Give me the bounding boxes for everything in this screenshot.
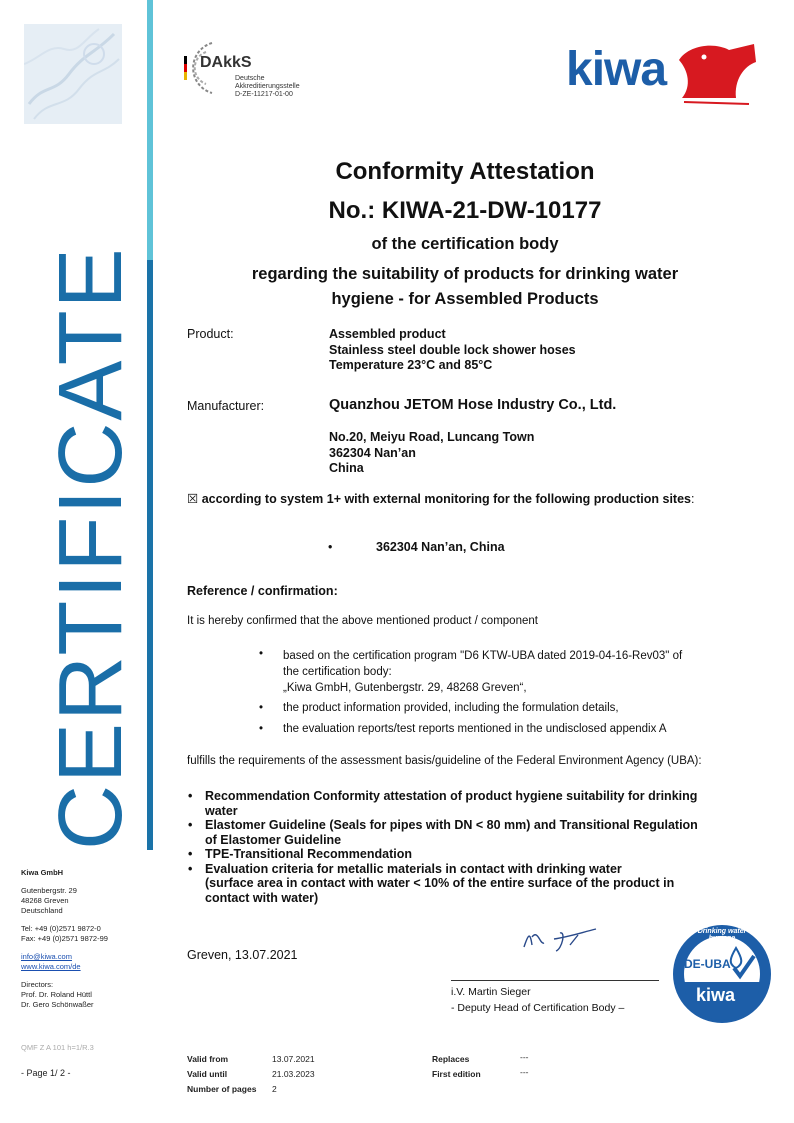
side-director-2: Dr. Gero Schönwaßer	[21, 1000, 94, 1009]
system-text: according to system 1+ with external monitoring for the following production sites	[201, 492, 691, 506]
requirement-4-line-1: Evaluation criteria for metallic materials in contact with drinking water	[205, 861, 622, 876]
side-contact	[21, 868, 131, 1010]
side-web-link[interactable]: www.kiwa.com/de	[21, 962, 81, 971]
side-address-3: Deutschland	[21, 906, 63, 915]
signature-line	[451, 980, 659, 981]
manufacturer-label: Manufacturer:	[187, 399, 265, 413]
requirement-4-line-3: contact with water)	[205, 890, 319, 905]
manufacturer-address	[329, 430, 534, 477]
valid-from-label: Valid from	[187, 1054, 229, 1064]
valid-from-value: 13.07.2021	[272, 1054, 315, 1064]
reference-bullet-1: •	[259, 648, 264, 660]
page-indicator: - Page 1/ 2 -	[21, 1068, 71, 1078]
reference-bullet-3: •	[259, 723, 264, 735]
kiwa-logo	[564, 40, 759, 110]
requirement-bullet-4: •	[188, 862, 193, 876]
dakks-name: DAkkS	[200, 54, 252, 71]
place-date: Greven, 13.07.2021	[187, 948, 298, 962]
requirement-3: TPE-Transitional Recommendation	[205, 847, 412, 861]
manufacturer-address-1: No.20, Meiyu Road, Luncang Town	[329, 430, 535, 444]
reference-item-3: the evaluation reports/test reports mentioned in the undisclosed appendix A	[283, 723, 667, 735]
side-fax: Fax: +49 (0)2571 9872-99	[21, 934, 108, 943]
reference-intro: It is hereby confirmed that the above mentioned product / component	[187, 615, 538, 627]
product-line-3: Temperature 23°C and 85°C	[329, 358, 493, 372]
signer-name: i.V. Martin Sieger	[451, 986, 531, 998]
requirement-2-line-2: of Elastomer Guideline	[205, 832, 342, 847]
seal-label: DE-UBA	[684, 957, 731, 971]
first-edition-value: ---	[520, 1067, 529, 1077]
pages-value: 2	[272, 1084, 277, 1094]
manufacturer-address-2: 362304 Nan’an	[329, 445, 416, 460]
drinking-water-hygiene-seal	[672, 924, 772, 1024]
kiwa-beaver-icon	[674, 40, 759, 110]
reference-item-1-line-3: „Kiwa GmbH, Gutenbergstr. 29, 48268 Greven“,	[283, 682, 527, 694]
product-label: Product:	[187, 327, 234, 341]
side-tel: Tel: +49 (0)2571 9872-0	[21, 924, 101, 933]
side-email-link[interactable]: info@kiwa.com	[21, 952, 72, 961]
certificate-number: No.: KIWA-21-DW-10177	[328, 197, 602, 224]
side-director-1: Prof. Dr. Roland Hüttl	[21, 990, 92, 999]
dakks-line-3: D-ZE-11217-01-00	[235, 91, 293, 98]
requirement-1-line-2: water	[205, 803, 238, 818]
dakks-logo	[182, 38, 332, 108]
reference-heading: Reference / confirmation:	[187, 584, 338, 598]
reference-item-1-line-1: based on the certification program "D6 KTW-UBA dated 2019-04-16-Rev03" of	[283, 650, 683, 662]
subtitle-line-1: of the certification body	[371, 235, 559, 253]
requirements-list	[205, 789, 765, 905]
reference-item-1	[283, 648, 682, 696]
system-colon: :	[691, 492, 695, 506]
reference-item-2: the product information provided, including the formulation details,	[283, 702, 619, 714]
subtitle-line-2: regarding the suitability of products for drinking water	[251, 265, 679, 283]
requirement-bullet-2: •	[188, 818, 193, 832]
manufacturer-name: Quanzhou JETOM Hose Industry Co., Ltd.	[329, 397, 617, 413]
product-details	[329, 327, 576, 374]
seal-arc-text: Drinking water hygiene	[697, 928, 747, 942]
side-address-2: 48268 Greven	[21, 896, 69, 905]
side-address-1: Gutenbergstr. 29	[21, 886, 77, 895]
product-line-1: Assembled product	[329, 327, 446, 341]
valid-until-value: 21.03.2023	[272, 1069, 315, 1079]
reference-item-1-line-2: the certification body:	[283, 666, 392, 678]
kiwa-wordmark: kiwa	[566, 43, 667, 96]
manufacturer-address-3: China	[329, 461, 364, 475]
side-company: Kiwa GmbH	[21, 868, 64, 877]
signer-role: - Deputy Head of Certification Body –	[451, 1002, 625, 1014]
product-line-2: Stainless steel double lock shower hoses	[329, 342, 576, 357]
form-code: QMF Z A 101 h=1/R.3	[21, 1043, 94, 1052]
requirement-bullet-3: •	[188, 847, 193, 861]
side-directors-label: Directors:	[21, 980, 54, 989]
requirement-4-line-2: (surface area in contact with water < 10% of the entire surface of the product in	[205, 876, 675, 890]
dakks-line-2: Akkreditierungsstelle	[235, 83, 300, 90]
site-bullet: •	[328, 540, 333, 554]
decorative-illustration	[24, 24, 122, 124]
handwritten-signature	[520, 925, 610, 955]
replaces-value: ---	[520, 1052, 529, 1062]
first-edition-label: First edition	[432, 1069, 481, 1079]
dakks-line-1: Deutsche	[235, 75, 265, 82]
requirement-bullet-1: •	[188, 789, 193, 803]
dakks-text	[235, 75, 300, 99]
checked-box-icon: ☒	[187, 492, 199, 506]
system-statement	[187, 491, 694, 506]
subtitle-line-3: hygiene - for Assembled Products	[331, 290, 599, 308]
certificate-vertical-title: CERTIFICATE	[41, 246, 141, 850]
requirement-2-line-1: Elastomer Guideline (Seals for pipes with DN < 80 mm) and Transitional Regulation	[205, 818, 698, 832]
valid-until-label: Valid until	[187, 1069, 228, 1079]
requirement-1-line-1: Recommendation Conformity attestation of product hygiene suitability for drinking	[205, 789, 698, 803]
replaces-label: Replaces	[432, 1054, 470, 1064]
pages-label: Number of pages	[187, 1084, 257, 1094]
seal-brand: kiwa	[696, 985, 736, 1005]
left-accent-rule-top	[147, 0, 153, 260]
document-title: Conformity Attestation	[335, 158, 595, 185]
fulfils-statement: fulfills the requirements of the assessment basis/guideline of the Federal Environment Agency (UBA):	[187, 755, 702, 767]
production-site: 362304 Nan’an, China	[376, 540, 505, 554]
reference-bullet-2: •	[259, 702, 264, 714]
